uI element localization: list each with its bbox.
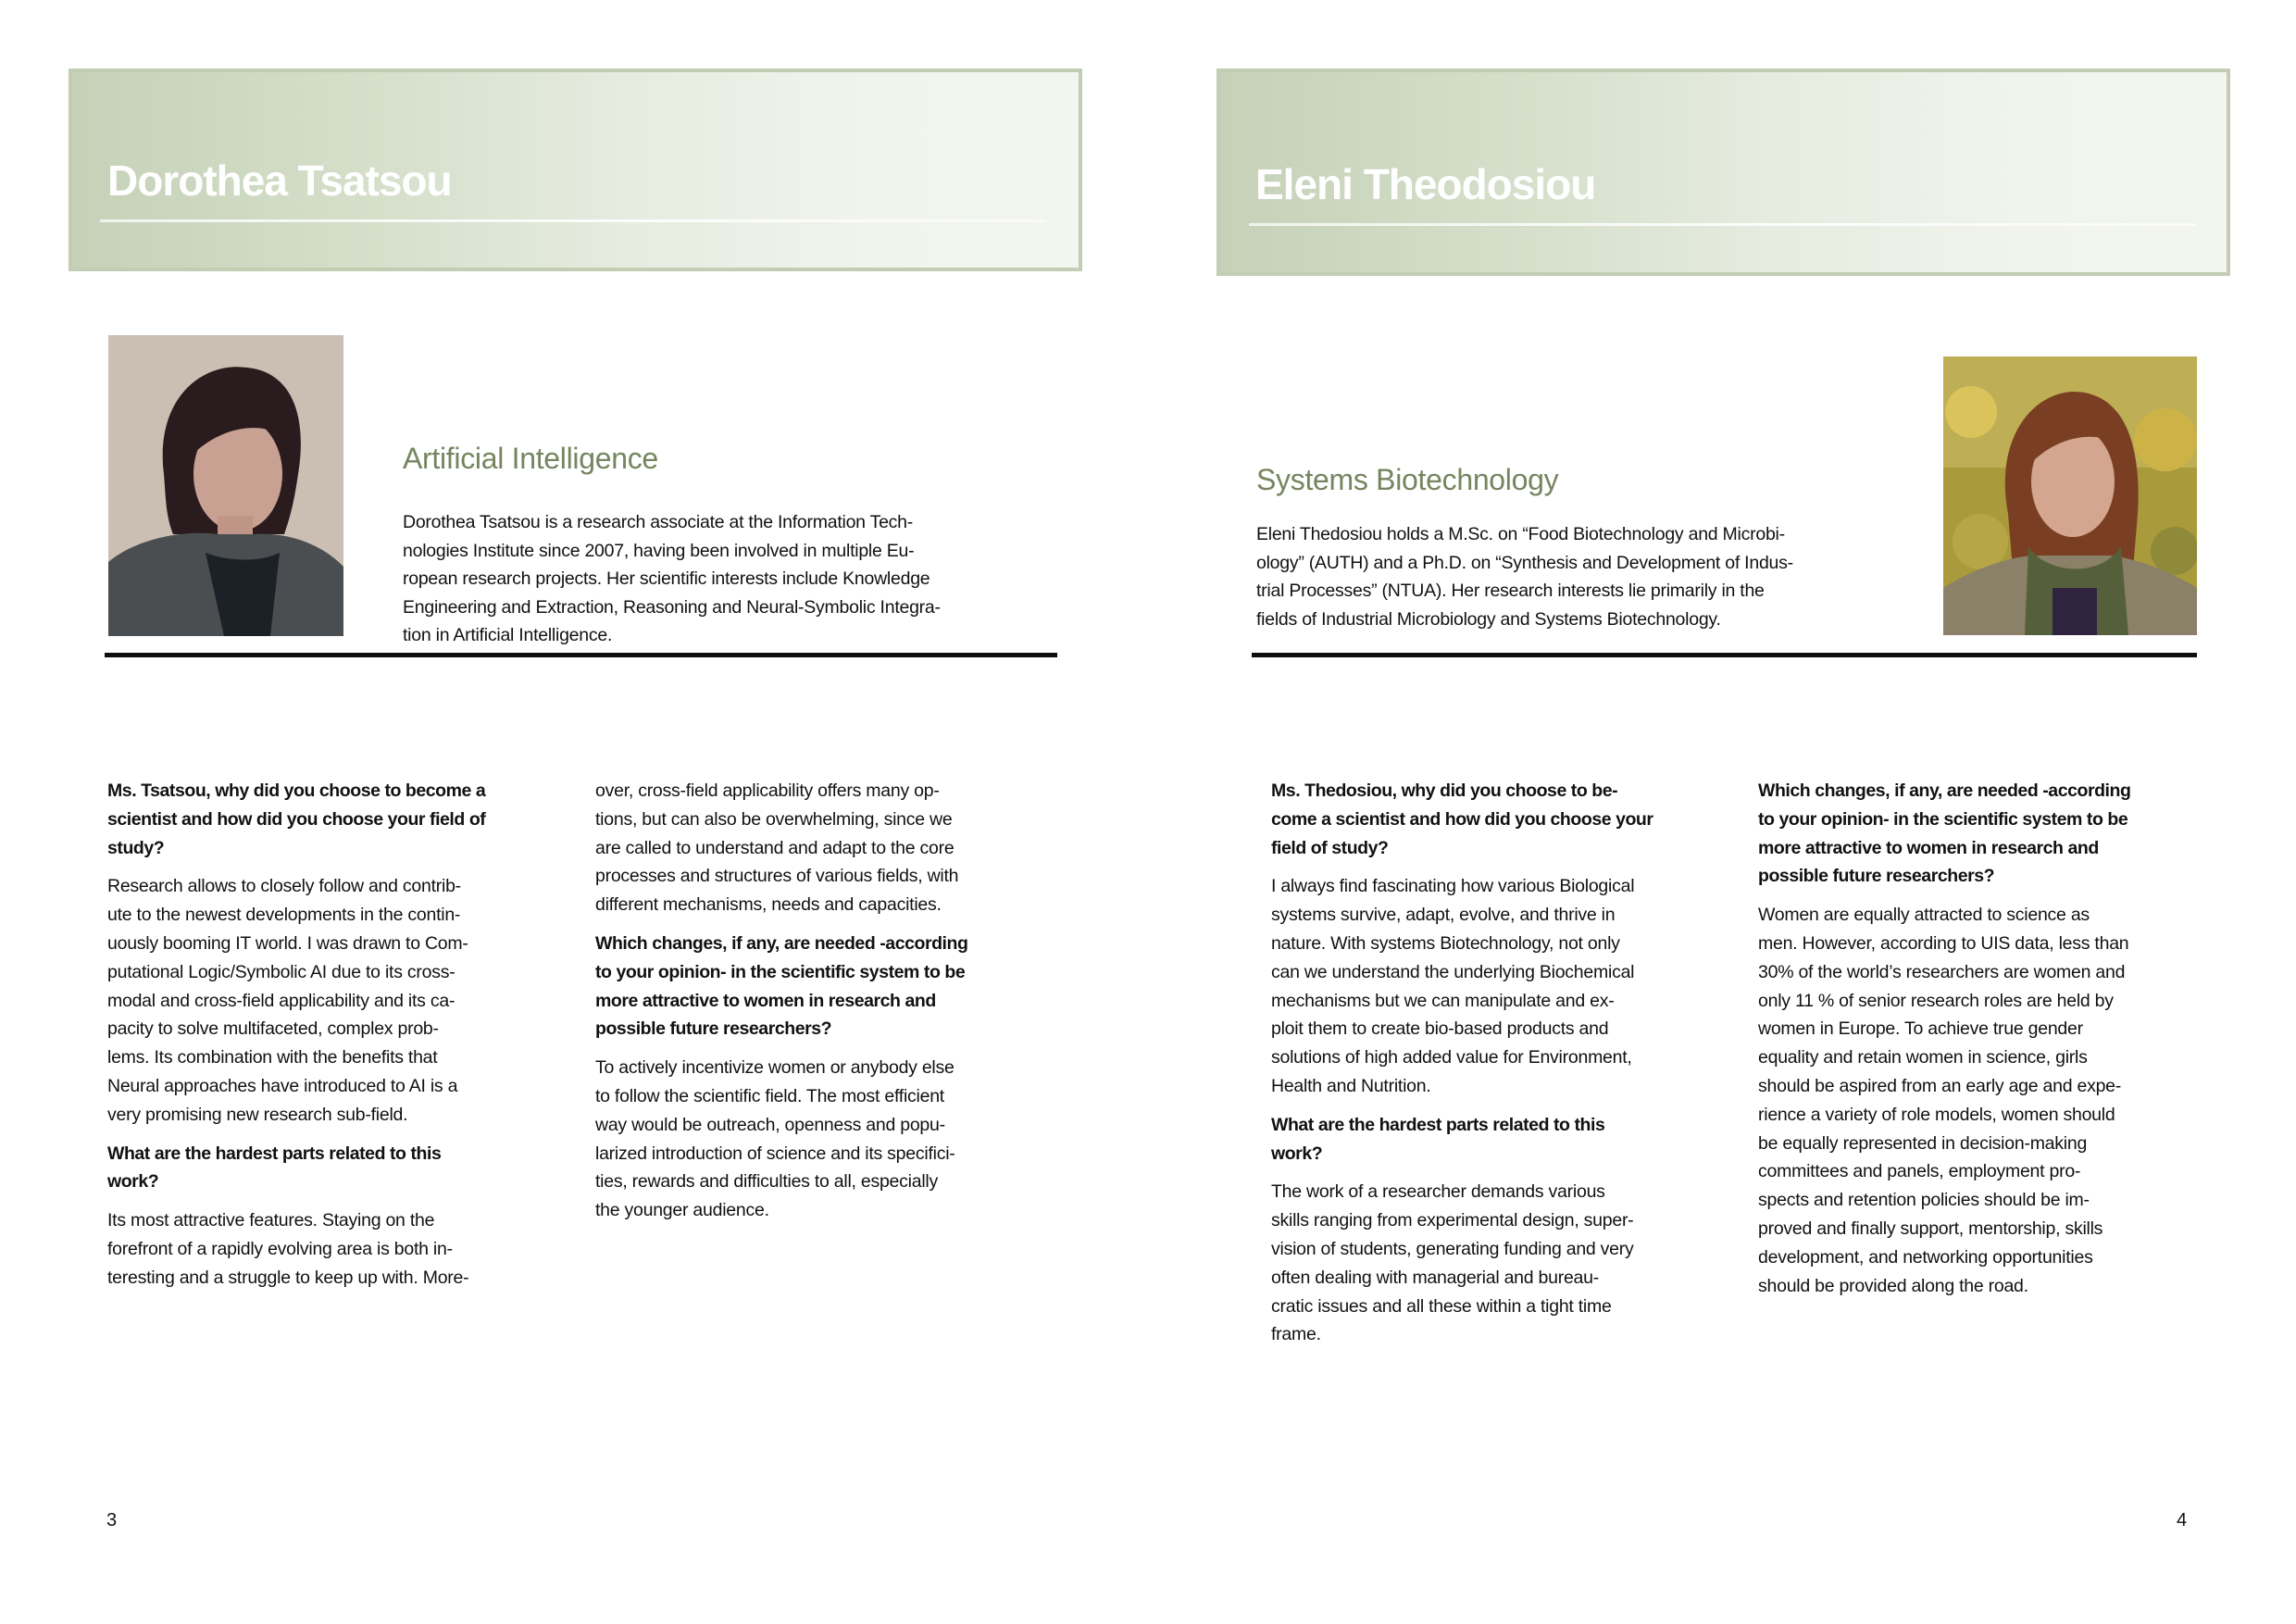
answer-line: processes and structures of various fields, with bbox=[595, 866, 959, 887]
answer-line: cratic issues and all these within a tight time bbox=[1271, 1295, 1612, 1317]
page-number: 4 bbox=[2177, 1510, 2188, 1530]
section-rule bbox=[1252, 653, 2197, 657]
answer-line: often dealing with managerial and bureau- bbox=[1271, 1267, 1599, 1288]
question-line: field of study? bbox=[1271, 837, 1389, 858]
answer-line: to follow the scientific field. The most efficient bbox=[595, 1086, 944, 1106]
answer-line: should be provided along the road. bbox=[1758, 1275, 2028, 1296]
answer-line: larized introduction of science and its specifici- bbox=[595, 1143, 955, 1164]
answer-line: rience a variety of role models, women should bbox=[1758, 1104, 2115, 1125]
answer-line: men. However, according to UIS data, less than bbox=[1758, 933, 2129, 954]
answer-line: over, cross-field applicability offers many op- bbox=[595, 781, 940, 801]
answer-line: The work of a researcher demands various bbox=[1271, 1181, 1605, 1203]
answer-line: Health and Nutrition. bbox=[1271, 1076, 1431, 1096]
bio-line: nologies Institute since 2007, having been involved in multiple Eu- bbox=[403, 540, 915, 561]
bio-line: Eleni Thedosiou holds a M.Sc. on “Food Biotechnology and Microbi- bbox=[1256, 524, 1785, 544]
page-title: Dorothea Tsatsou bbox=[107, 156, 452, 205]
question-line: What are the hardest parts related to this bbox=[1271, 1114, 1605, 1135]
answer-line: very promising new research sub-field. bbox=[107, 1104, 408, 1125]
question-line: scientist and how did you choose your field of bbox=[107, 808, 486, 830]
question-line: work? bbox=[1271, 1143, 1323, 1164]
answer-line: nature. With systems Biotechnology, not only bbox=[1271, 933, 1620, 954]
question-line: work? bbox=[107, 1171, 159, 1193]
answer-line: are called to understand and adapt to the core bbox=[595, 837, 955, 858]
answer-line: forefront of a rapidly evolving area is both in- bbox=[107, 1239, 453, 1259]
question-line: Ms. Tsatsou, why did you choose to become a bbox=[107, 781, 486, 801]
section-rule bbox=[105, 653, 1057, 657]
answer-line: ploit them to create bio-based products and bbox=[1271, 1018, 1609, 1040]
answer-line: women in Europe. To achieve true gender bbox=[1758, 1018, 2083, 1040]
portrait-photo bbox=[108, 335, 343, 636]
field-subtitle: Systems Biotechnology bbox=[1256, 463, 1559, 496]
answer-line: can we understand the underlying Biochemical bbox=[1271, 961, 1635, 982]
page-title: Eleni Theodosiou bbox=[1255, 160, 1596, 208]
answer-line: systems survive, adapt, evolve, and thrive in bbox=[1271, 905, 1616, 926]
answer-line: tions, but can also be overwhelming, since we bbox=[595, 808, 953, 830]
question-line: to your opinion- in the scientific system to be bbox=[595, 961, 966, 982]
answer-line: spects and retention policies should be im- bbox=[1758, 1190, 2090, 1211]
question-line: to your opinion- in the scientific system to be bbox=[1758, 808, 2128, 830]
question-line: more attractive to women in research and bbox=[595, 990, 936, 1011]
field-subtitle: Artificial Intelligence bbox=[403, 442, 658, 475]
answer-line: Women are equally attracted to science as bbox=[1758, 905, 2090, 926]
answer-line: different mechanisms, needs and capacities. bbox=[595, 894, 942, 916]
answer-line: 30% of the world’s researchers are women and bbox=[1758, 961, 2126, 982]
question-line: Which changes, if any, are needed -according bbox=[595, 933, 968, 954]
question-line: possible future researchers? bbox=[1758, 866, 1995, 887]
question-line: What are the hardest parts related to this bbox=[107, 1143, 442, 1164]
bio-line: ology” (AUTH) and a Ph.D. on “Synthesis and Development of Indus- bbox=[1256, 552, 1793, 573]
answer-line: be equally represented in decision-making bbox=[1758, 1132, 2088, 1154]
answer-line: committees and panels, employment pro- bbox=[1758, 1161, 2081, 1182]
answer-line: proved and finally support, mentorship, skills bbox=[1758, 1218, 2103, 1239]
question-line: Ms. Thedosiou, why did you choose to be- bbox=[1271, 781, 1618, 801]
answer-line: vision of students, generating funding and very bbox=[1271, 1239, 1634, 1259]
answer-line: solutions of high added value for Environment, bbox=[1271, 1047, 1632, 1068]
answer-line: pacity to solve multifaceted, complex prob- bbox=[107, 1018, 439, 1040]
bio-line: tion in Artificial Intelligence. bbox=[403, 625, 613, 645]
answer-line: the younger audience. bbox=[595, 1200, 769, 1221]
bio-line: Dorothea Tsatsou is a research associate at the Information Tech- bbox=[403, 512, 914, 532]
answer-line: lems. Its combination with the benefits that bbox=[107, 1047, 438, 1068]
answer-line: teresting and a struggle to keep up with. More- bbox=[107, 1267, 469, 1288]
answer-line: skills ranging from experimental design, super- bbox=[1271, 1210, 1634, 1231]
answer-line: development, and networking opportunities bbox=[1758, 1246, 2093, 1268]
answer-line: frame. bbox=[1271, 1324, 1321, 1345]
answer-line: mechanisms but we can manipulate and ex- bbox=[1271, 990, 1615, 1011]
answer-line: modal and cross-field applicability and its ca- bbox=[107, 990, 455, 1011]
question-line: more attractive to women in research and bbox=[1758, 837, 2099, 858]
answer-line: putational Logic/Symbolic AI due to its cross- bbox=[107, 961, 455, 982]
answer-line: Its most attractive features. Staying on the bbox=[107, 1210, 435, 1231]
answer-line: Neural approaches have introduced to AI is a bbox=[107, 1076, 458, 1096]
header-divider bbox=[100, 219, 1046, 222]
answer-line: ute to the newest developments in the contin- bbox=[107, 905, 461, 926]
question-line: come a scientist and how did you choose your bbox=[1271, 808, 1653, 830]
question-line: Which changes, if any, are needed -according bbox=[1758, 781, 2131, 801]
question-line: possible future researchers? bbox=[595, 1018, 832, 1040]
answer-line: only 11 % of senior research roles are held by bbox=[1758, 990, 2114, 1011]
bio-line: fields of Industrial Microbiology and Systems Biotechnology. bbox=[1256, 608, 1721, 630]
answer-line: equality and retain women in science, girls bbox=[1758, 1047, 2088, 1068]
bio-line: trial Processes” (NTUA). Her research interests lie primarily in the bbox=[1256, 581, 1765, 601]
answer-line: I always find fascinating how various Biological bbox=[1271, 876, 1635, 897]
bio-line: Engineering and Extraction, Reasoning and Neural-Symbolic Integra- bbox=[403, 596, 941, 618]
answer-line: way would be outreach, openness and popu- bbox=[595, 1114, 945, 1135]
bio-line: ropean research projects. Her scientific interests include Knowledge bbox=[403, 568, 930, 589]
answer-line: should be aspired from an early age and expe- bbox=[1758, 1076, 2122, 1096]
question-line: study? bbox=[107, 837, 165, 858]
answer-line: To actively incentivize women or anybody else bbox=[595, 1057, 955, 1079]
answer-line: uously booming IT world. I was drawn to Com- bbox=[107, 933, 468, 954]
portrait-photo-icon bbox=[108, 335, 343, 636]
header-divider bbox=[1249, 223, 2196, 226]
portrait-photo-icon bbox=[1943, 356, 2197, 635]
portrait-photo bbox=[1943, 356, 2197, 635]
answer-line: ties, rewards and difficulties to all, especially bbox=[595, 1171, 938, 1193]
page-number: 3 bbox=[106, 1510, 118, 1530]
answer-line: Research allows to closely follow and contrib- bbox=[107, 876, 461, 897]
